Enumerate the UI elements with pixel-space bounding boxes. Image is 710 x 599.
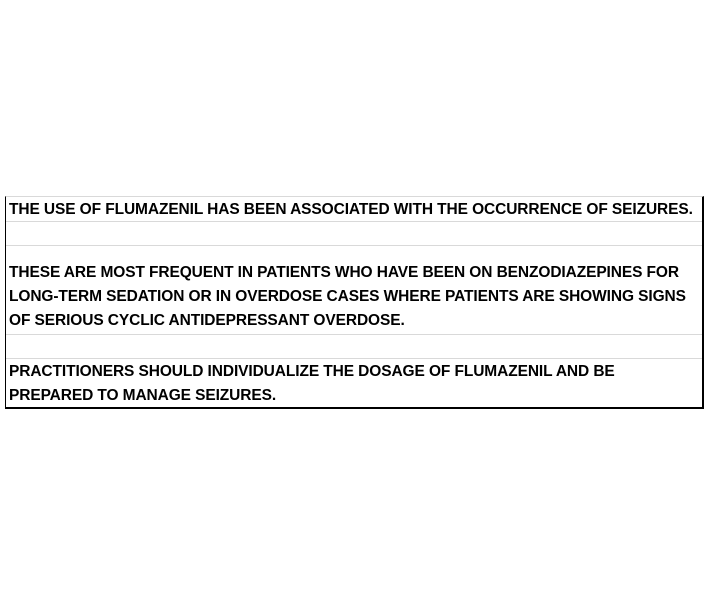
paragraph-2 bbox=[6, 246, 702, 335]
warning-box bbox=[5, 196, 704, 409]
blank-row bbox=[6, 222, 702, 246]
paragraph-3: PRACTITIONERS SHOULD INDIVIDUALIZE THE DOSAGE OF FLUMAZENIL AND BE PREPARED TO MANAGE SEIZURES. bbox=[9, 363, 615, 404]
paragraph-2-text: THESE ARE MOST FREQUENT IN PATIENTS WHO HAVE BEEN ON BENZODIAZEPINES FOR LONG-TERM SEDATION OR IN OVERDOSE CASES WHERE PATIENTS ARE SHOWING SIGNS OF SERIOUS CYCLIC ANTIDEPRESSANT OVERDOSE. bbox=[9, 264, 686, 329]
blank-row bbox=[6, 335, 702, 359]
paragraph-1: THE USE OF FLUMAZENIL HAS BEEN ASSOCIATED WITH THE OCCURRENCE OF SEIZURES. bbox=[6, 197, 702, 222]
